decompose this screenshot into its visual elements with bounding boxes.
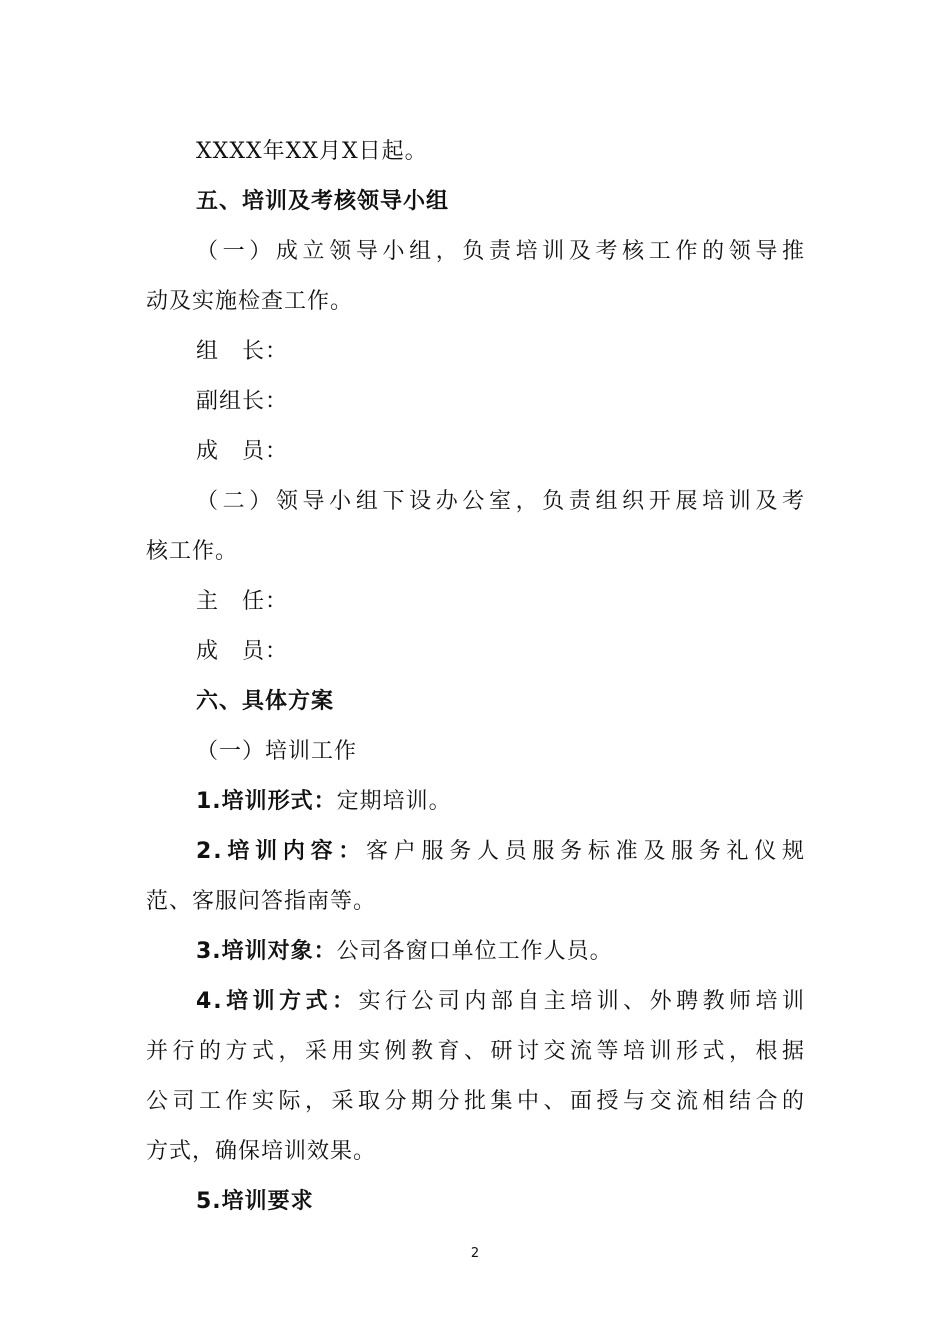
item-training-method-cont2: 公司工作实际，采取分期分批集中、面授与交流相结合的 (146, 1089, 806, 1114)
deputy-leader-label: 副组长： (196, 389, 289, 414)
members-label: 成 员： (196, 439, 289, 464)
paragraph-leadership-line2: 动及实施检查工作。 (146, 289, 354, 314)
section-heading-6: 六、具体方案 (196, 689, 335, 714)
date-line: XXXX年XX月X日起。 (196, 139, 428, 164)
item-training-method-cont1: 并行的方式，采用实例教育、研讨交流等培训形式，根据 (146, 1039, 806, 1064)
team-leader-label: 组 长： (196, 339, 289, 364)
item-lead: 1.培训形式： (196, 789, 337, 814)
office-members-label: 成 员： (196, 639, 289, 664)
item-text: 客户服务人员服务标准及服务礼仪规 (366, 839, 806, 864)
section-heading-5: 五、培训及考核领导小组 (196, 189, 450, 214)
item-training-content-cont: 范、客服问答指南等。 (146, 889, 377, 914)
item-training-method (196, 987, 806, 1017)
item-training-target (196, 937, 806, 967)
item-training-requirements (196, 1187, 806, 1217)
item-lead: 2.培训内容： (196, 839, 367, 864)
item-training-method-cont3: 方式，确保培训效果。 (146, 1139, 377, 1164)
item-text: 公司各窗口单位工作人员。 (336, 939, 613, 964)
item-lead: 3.培训对象： (196, 939, 337, 964)
subsection-training: （一）培训工作 (196, 739, 358, 764)
paragraph-leadership-line1: （一）成立领导小组，负责培训及考核工作的领导推 (196, 239, 806, 264)
item-training-form (196, 787, 806, 817)
page-number: 2 (470, 1246, 480, 1261)
paragraph-office-line2: 核工作。 (146, 539, 239, 564)
item-text: 实行公司内部自主培训、外聘教师培训 (358, 989, 806, 1014)
item-lead: 5.培训要求 (196, 1189, 314, 1214)
item-text: 定期培训。 (336, 789, 452, 814)
director-label: 主 任： (196, 589, 289, 614)
item-lead: 4.培训方式： (196, 989, 359, 1014)
item-training-content (196, 837, 806, 867)
paragraph-office-line1: （二）领导小组下设办公室，负责组织开展培训及考 (196, 489, 806, 514)
